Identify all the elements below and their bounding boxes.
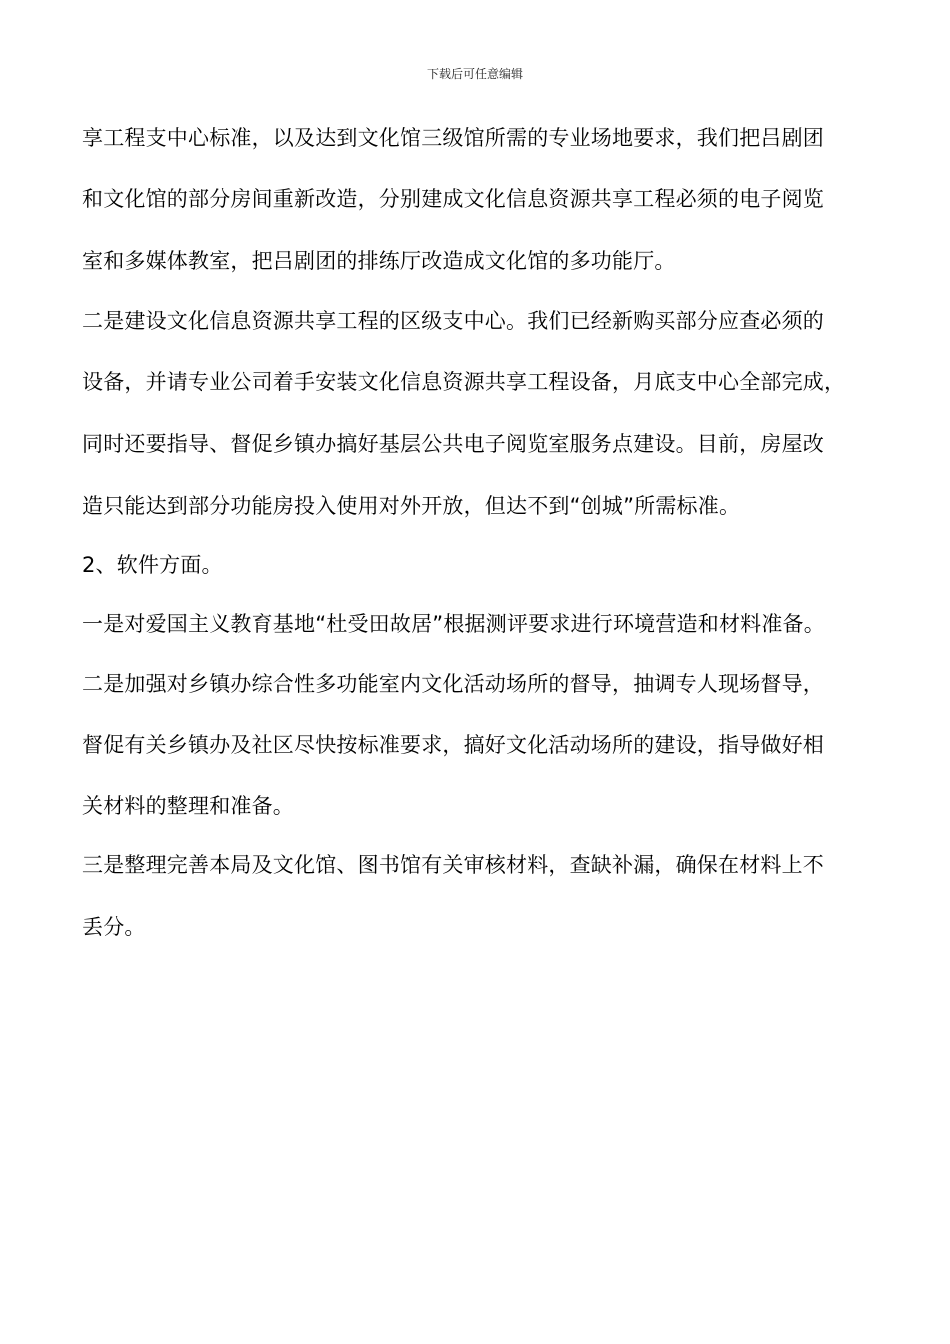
body-line-14: 丢分。 [82,915,146,939]
page-header: 下载后可任意编辑 [426,67,523,81]
body-line-3: 室和多媒体教室，把吕剧团的排练厅改造成文化馆的多功能厅。 [82,249,676,273]
body-line-5: 设备，并请专业公司着手安装文化信息资源共享工程设备，月底支中心全部完成， [82,370,846,394]
body-line-2: 和文化馆的部分房间重新改造，分别建成文化信息资源共享工程必须的电子阅览 [82,187,824,211]
body-line-9: 一是对爱国主义教育基地“杜受田故居”根据测评要求进行环境营造和材料准备。 [82,612,825,636]
body-line-10: 二是加强对乡镇办综合性多功能室内文化活动场所的督导，抽调专人现场督导， [82,672,824,696]
body-line-4: 二是建设文化信息资源共享工程的区级支中心。我们已经新购买部分应查必须的 [82,309,824,333]
body-line-12: 关材料的整理和准备。 [82,794,294,818]
body-line-6: 同时还要指导、督促乡镇办搞好基层公共电子阅览室服务点建设。目前，房屋改 [82,432,824,456]
body-line-1: 享工程支中心标准，以及达到文化馆三级馆所需的专业场地要求，我们把吕剧团 [82,126,824,150]
body-line-11: 督促有关乡镇办及社区尽快按标准要求，搞好文化活动场所的建设，指导做好相 [82,733,824,757]
body-line-7: 造只能达到部分功能房投入使用对外开放，但达不到“创城”所需标准。 [82,494,741,518]
body-line-13: 三是整理完善本局及文化馆、图书馆有关审核材料，查缺补漏，确保在材料上不 [82,853,824,877]
body-line-8: 2、软件方面。 [82,553,223,577]
